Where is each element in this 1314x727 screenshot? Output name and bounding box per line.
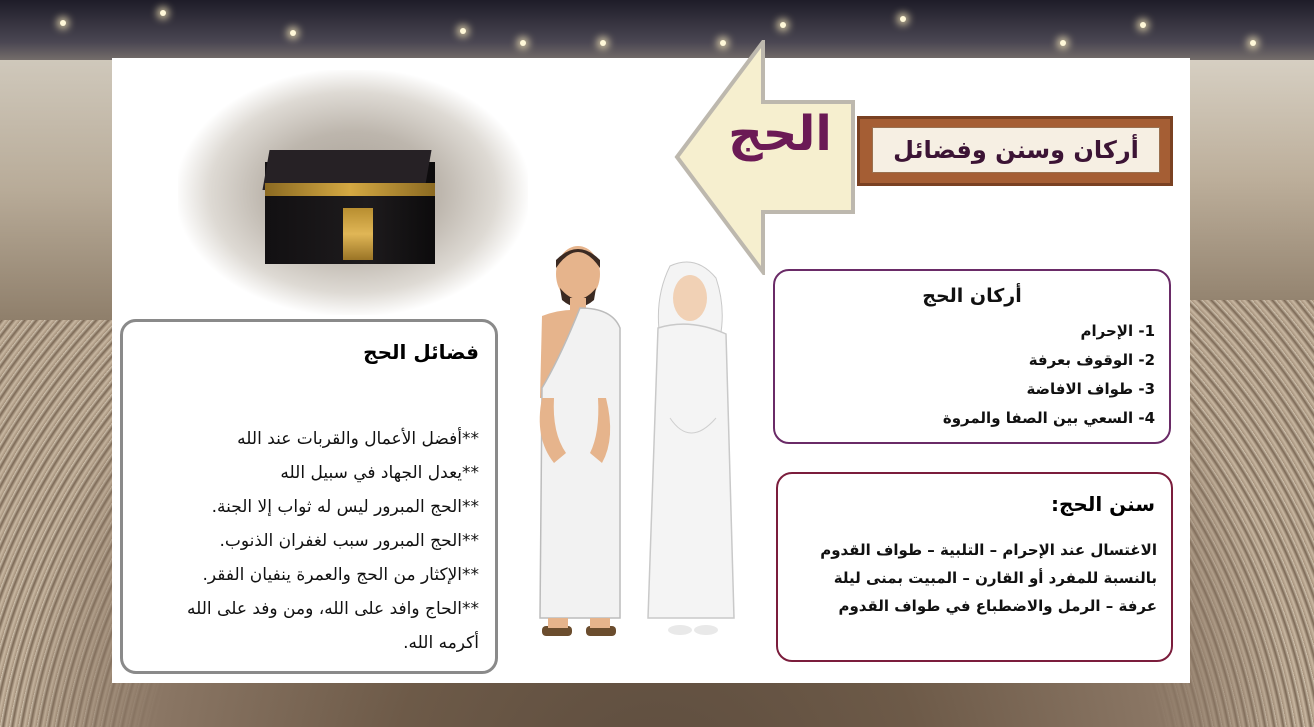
hajj-title: الحج — [728, 106, 832, 162]
title-banner — [857, 116, 1173, 186]
sunan-line: الاغتسال عند الإحرام – التلبية – طواف القدوم — [820, 541, 1157, 559]
sunan-line: عرفة – الرمل والاضطباع في طواف القدوم — [838, 597, 1157, 615]
fadail-title: فضائل الحج — [363, 340, 479, 364]
arkan-list — [789, 317, 1155, 433]
fadail-box — [120, 319, 498, 674]
list-item: **الحج المبرور ليس له ثواب إلا الجنة. — [211, 497, 479, 517]
list-item: **الحج المبرور سبب لغفران الذنوب. — [219, 531, 479, 551]
arkan-box — [773, 269, 1171, 444]
background-right-colonnade — [1189, 60, 1314, 300]
kaaba-gold-band — [265, 183, 435, 196]
title-banner-inner — [872, 127, 1160, 173]
arkan-title: أركان الحج — [922, 285, 1022, 307]
list-item: 2- الوقوف بعرفة — [1028, 351, 1155, 369]
kaaba-door — [343, 208, 373, 260]
list-item: 4- السعي بين الصفا والمروة — [942, 409, 1155, 427]
sunan-text — [792, 536, 1157, 620]
list-item: 3- طواف الافاضة — [1026, 380, 1155, 398]
list-item: **الإكثار من الحج والعمرة ينفيان الفقر. — [202, 565, 479, 585]
banner-title: أركان وسنن وفضائل — [893, 136, 1139, 164]
background-left-colonnade — [0, 60, 112, 320]
pilgrims-illustration — [520, 238, 760, 658]
list-item: **يعدل الجهاد في سبيل الله — [280, 463, 479, 483]
sunan-title: سنن الحج: — [1051, 492, 1155, 516]
male-pilgrim-figure — [540, 246, 620, 636]
sunan-box — [776, 472, 1173, 662]
list-item: أكرمه الله. — [403, 633, 479, 653]
list-item: **أفضل الأعمال والقربات عند الله — [237, 429, 479, 449]
sunan-line: بالنسبة للمفرد أو القارن – المبيت بمنى ليلة — [833, 569, 1157, 587]
list-item: **الحاج وافد على الله، ومن وفد على الله — [186, 599, 479, 619]
female-pilgrim-figure — [648, 262, 734, 635]
fadail-list — [139, 422, 479, 660]
list-item: 1- الإحرام — [1080, 322, 1155, 340]
